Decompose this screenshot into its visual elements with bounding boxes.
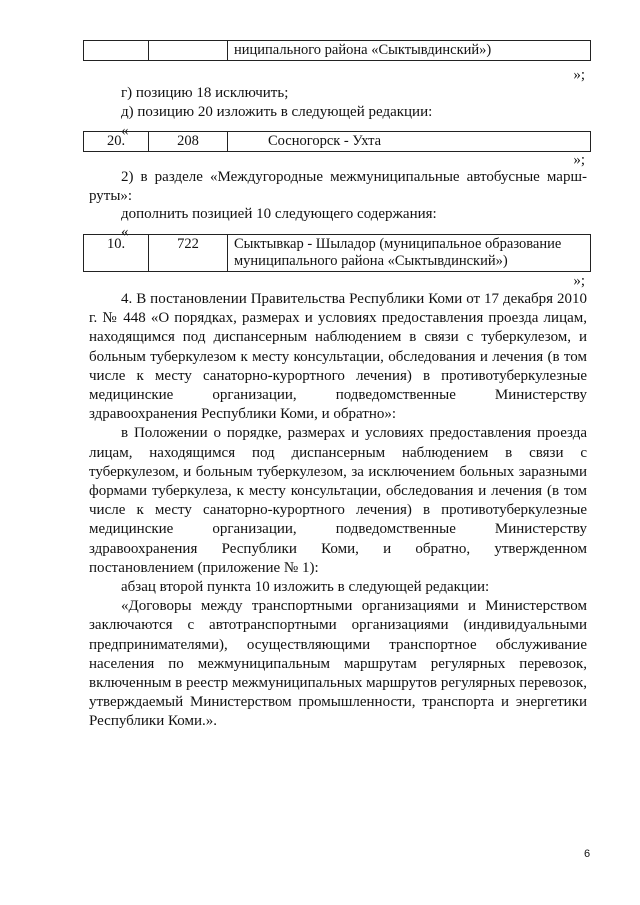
table-cell-route-name: ниципального района «Сыктывдинский») [228, 41, 591, 61]
closing-quote: »; [573, 152, 585, 168]
paragraph-quote: «Договоры между транспортными организациями и Министерством заключаются с автотранспортными организациями (индивидуальными предпринимателями), осуществляющими транспортное обслуживание населения по межмуниципальным маршрутам регулярных перевозок, включенным в реестр межмуниципальных маршрутов регулярных перевозок, утверждаемый Министерством промышленности, транспорта и энергетики Республики Коми.». [89, 598, 587, 730]
main-text-block [89, 290, 587, 732]
closing-quote: »; [573, 67, 585, 83]
route-table-position-20 [83, 131, 591, 152]
table-cell-route-code: 722 [149, 235, 228, 272]
route-table-position-10 [83, 234, 591, 272]
table-cell-route-name: Сыктывкар - Шыладор (муниципальное образование муниципального района «Сыктывдинский») [228, 235, 591, 272]
table-cell-number: 20. [84, 132, 149, 152]
paragraph-abzac: абзац второй пункта 10 изложить в следующей редакции: [121, 579, 490, 596]
closing-quote: »; [573, 273, 585, 289]
item-g-text: г) позицию 18 исключить; [121, 85, 289, 101]
item-d-text: д) позицию 20 изложить в следующей редакции: [121, 104, 433, 120]
page-number: 6 [584, 848, 591, 860]
opening-quote: « [121, 224, 129, 240]
table-cell-route-code [149, 41, 228, 61]
paragraph-4: 4. В постановлении Правительства Республики Коми от 17 декабря 2010 г. № 448 «О порядках, размерах и условиях предоставления проезда лицам, находящимся под диспансерным наблюдением в связи с туберкулезом, и больным туберкулезом к месту консультации, обследования и лечения (в том числе к месту санаторно-курортного лечения) в противотуберкулезные медицинские организации, подведомственные Министерству здравоохранения Республики Коми, и обратно»: [89, 291, 587, 423]
table-row [84, 235, 591, 272]
table-cell-route-name: Сосногорск - Ухта [228, 132, 591, 152]
item-2-add-text: дополнить позицией 10 следующего содержания: [121, 206, 437, 222]
item-2-text: 2) в разделе «Междугородные межмуниципальные автобусные марш-руты»: [89, 169, 587, 205]
table-cell-number: 10. [84, 235, 149, 272]
item-2-paragraph [89, 168, 587, 206]
table-cell-number [84, 41, 149, 61]
paragraph-polozhenie: в Положении о порядке, размерах и условиях предоставления проезда лицам, находящимся под диспансерным наблюдением в связи с туберкулезом, и больным туберкулезом, за исключением больных заразными формами туберкулеза, к месту консультации, обследования и лечения (в том числе к месту санаторно-курортного лечения) в противотуберкулезные медицинские организации, подведомственные Министерству здравоохранения Республики Коми, и обратно, утвержденном постановлением (приложение № 1): [89, 425, 587, 576]
opening-quote: « [121, 123, 129, 139]
table-row [84, 41, 591, 61]
table-cell-route-code: 208 [149, 132, 228, 152]
route-table-continuation [83, 40, 591, 61]
table-row [84, 132, 591, 152]
